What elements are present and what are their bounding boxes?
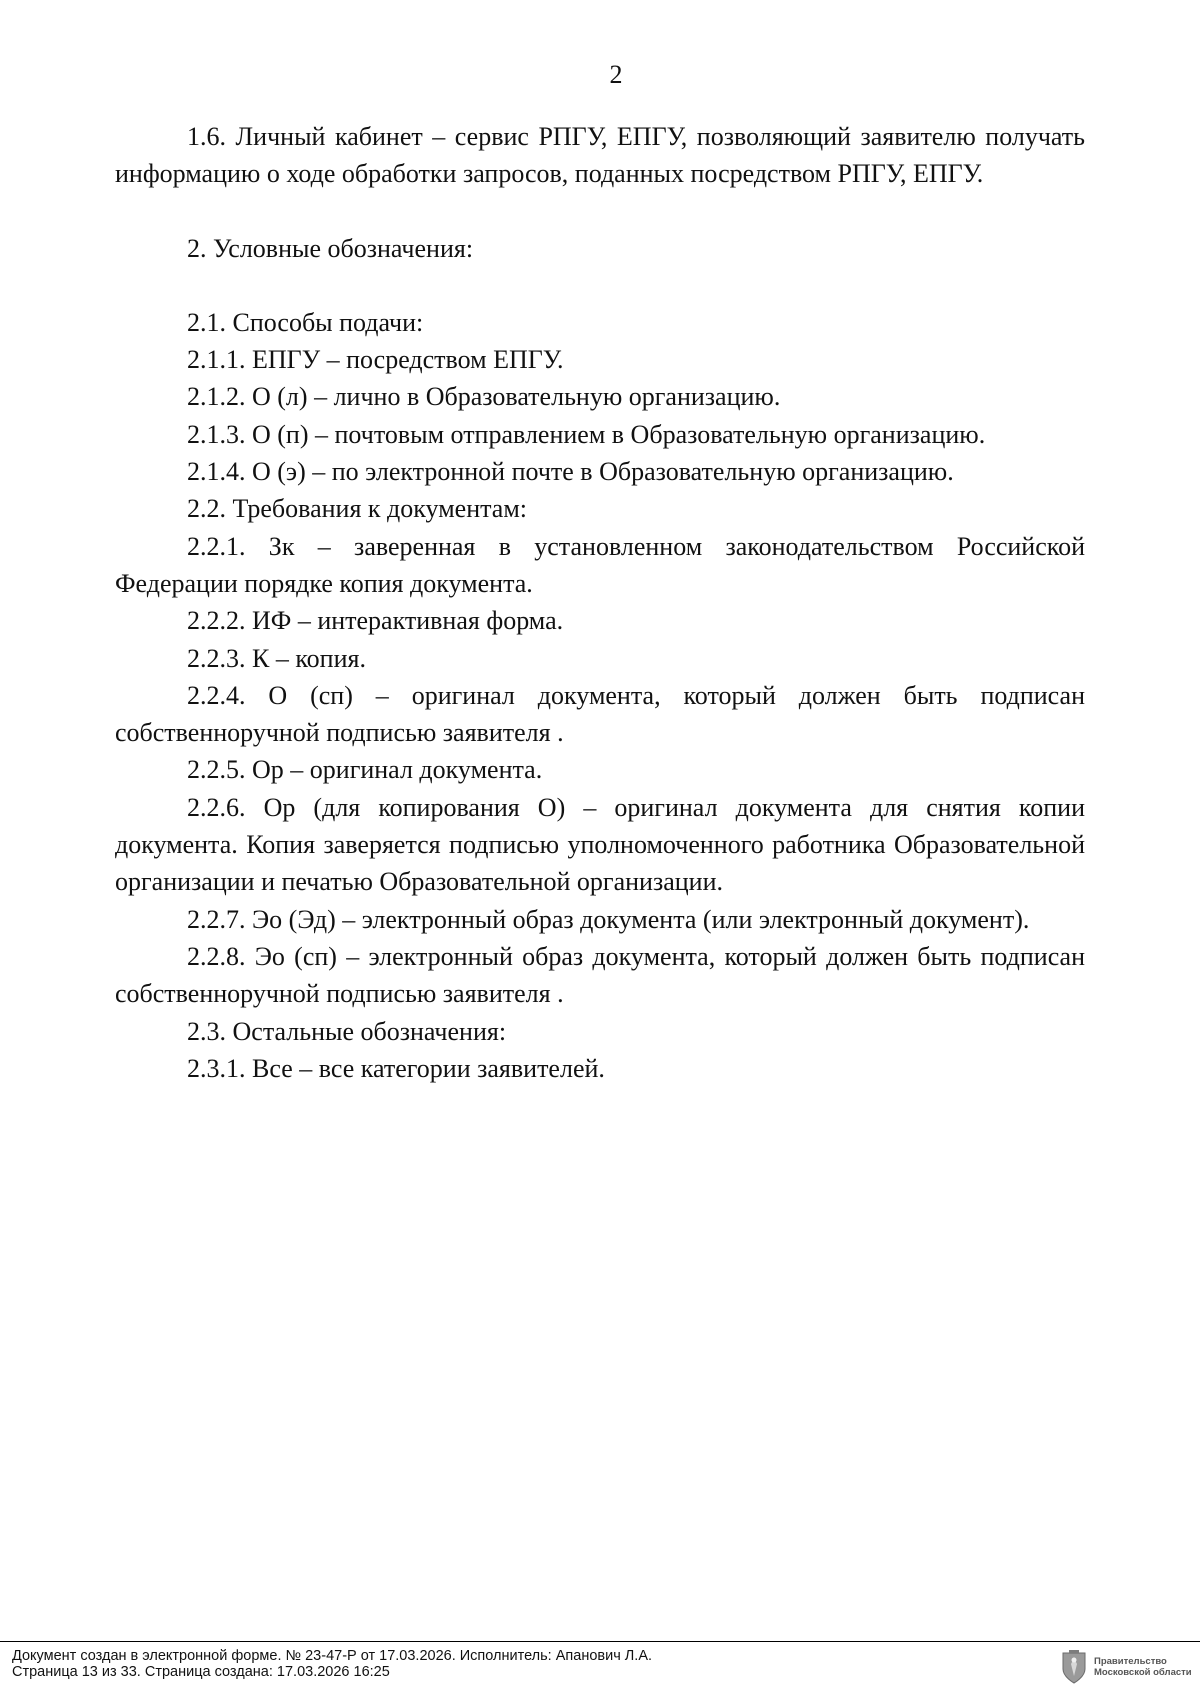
paragraph-2-2-7: 2.2.7. Эо (Эд) – электронный образ документа (или электронный документ). [187,904,1030,934]
paragraph-2-1-2: 2.1.2. О (л) – лично в Образовательную организацию. [187,382,781,412]
paragraph-2-2-6: 2.2.6. Ор (для копирования О) – оригинал документа для снятия копии документа. Копия заверяется подписью уполномоченного работника Образовательной организации и печатью Образовательной организации. [115,792,1085,897]
page-number: 2 [609,60,623,89]
paragraph-2-2-8: 2.2.8. Эо (сп) – электронный образ документа, который должен быть подписан собственноручной подписью заявителя . [115,941,1085,1009]
coat-of-arms-icon [1060,1649,1088,1685]
section-2-heading: 2. Условные обозначения: [187,233,474,263]
paragraph-2-1-1: 2.1.1. ЕПГУ – посредством ЕПГУ. [187,345,564,375]
logo-caption-line-1: Правительство [1094,1656,1167,1667]
footer-divider [0,1641,1200,1642]
paragraph-2-1-3: 2.1.3. О (п) – почтовым отправлением в Образовательную организацию. [187,419,986,449]
footer-line-2: Страница 13 из 33. Страница создана: 17.03.2026 16:25 [12,1664,390,1680]
paragraph-2-2-2: 2.2.2. ИФ – интерактивная форма. [187,606,564,636]
paragraph-2-2-1: 2.2.1. Зк – заверенная в установленном законодательством Российской Федерации порядке копия документа. [115,531,1085,598]
footer-info [12,1648,1012,1680]
paragraph-2-2-3: 2.2.3. К – копия. [187,643,366,673]
paragraph-2-1: 2.1. Способы подачи: [187,307,424,337]
paragraph-2-3: 2.3. Остальные обозначения: [187,1016,507,1046]
paragraph-2-3-1: 2.3.1. Все – все категории заявителей. [187,1053,605,1083]
paragraph-2-2-5: 2.2.5. Ор – оригинал документа. [187,755,543,785]
paragraph-2-1-4: 2.1.4. О (э) – по электронной почте в Образовательную организацию. [187,457,954,487]
footer-line-1: Документ создан в электронной форме. № 23-47-Р от 17.03.2026. Исполнитель: Апанович Л.А. [12,1648,653,1664]
government-logo [1060,1645,1195,1689]
paragraph-2-2: 2.2. Требования к документам: [187,494,528,524]
logo-caption [1094,1656,1192,1678]
logo-caption-line-2: Московской области [1094,1667,1192,1678]
paragraph-1-6: 1.6. Личный кабинет – сервис РПГУ, ЕПГУ, позволяющий заявителю получать информацию о ходе обработки запросов, поданных посредством РПГУ, ЕПГУ. [115,122,1085,189]
paragraph-2-2-4: 2.2.4. О (сп) – оригинал документа, который должен быть подписан собственноручной подписью заявителя . [115,680,1085,748]
document-body [115,118,1085,1087]
